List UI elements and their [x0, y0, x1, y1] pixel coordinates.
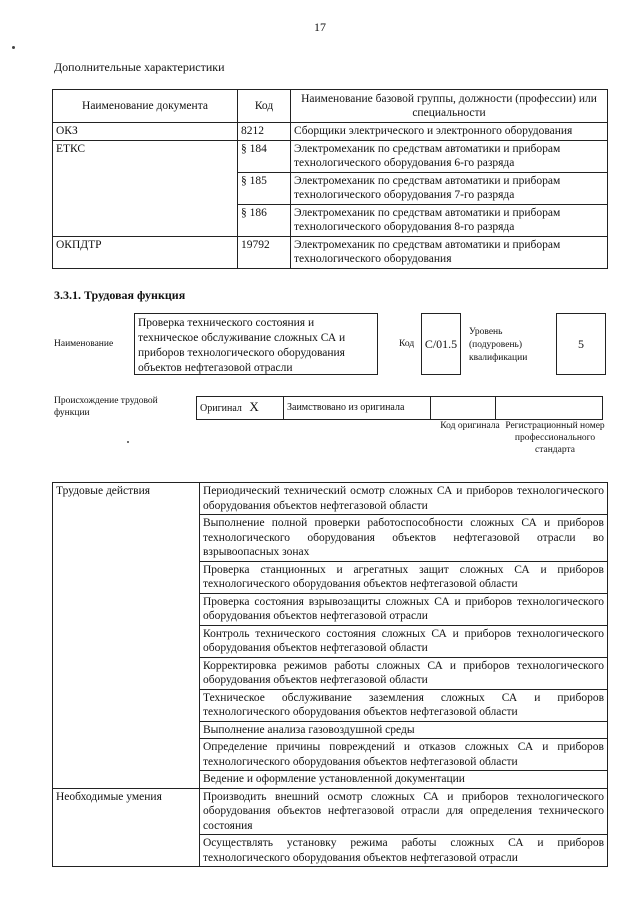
additional-characteristics-title: Дополнительные характеристики [54, 60, 225, 74]
origin-label: Происхождение трудовой функции [54, 396, 158, 418]
scan-dot [127, 441, 129, 443]
cell-name: Электромеханик по средствам автоматики и приборам технологического оборудования 6-го разряда [291, 140, 608, 172]
original-label: Оригинал [200, 402, 242, 414]
cell-name: Электромеханик по средствам автоматики и приборам технологического оборудования 8-го разряда [291, 204, 608, 236]
name-label: Наименование [54, 339, 114, 349]
labor-action-item: Проверка состояния взрывозащиты сложных СА и приборов технологического оборудования объектов нефтегазовой отрасли [200, 593, 608, 625]
labor-action-item: Выполнение анализа газовоздушной среды [200, 721, 608, 739]
function-name-box: Проверка технического состояния и техническое обслуживание сложных СА и приборов технологического оборудования объектов нефтегазовой отрасли [134, 313, 378, 375]
qualification-level-box: 5 [556, 313, 606, 375]
header-doc-name: Наименование документа [53, 90, 238, 123]
labor-action-item: Ведение и оформление установленной документации [200, 771, 608, 789]
header-code: Код [238, 90, 291, 123]
cell-doc: ОКЗ [53, 123, 238, 141]
table-row [53, 123, 608, 141]
labor-actions-label: Трудовые действия [53, 483, 200, 789]
table-row [53, 788, 608, 835]
qualification-level-label: Уровень (подуровень) квалификации [469, 327, 528, 363]
function-code-box: С/01.5 [421, 313, 461, 375]
code-label: Код [399, 339, 415, 349]
registration-number-caption: Регистрационный номер профессионального стандарта [505, 421, 605, 455]
original-mark: X [249, 398, 259, 414]
labor-action-item: Техническое обслуживание заземления сложных СА и приборов технологического оборудования объектов нефтегазовой области [200, 689, 608, 721]
borrowed-cell: Заимствовано из оригинала [284, 397, 431, 420]
header-group-name: Наименование базовой группы, должности (профессии) или специальности [291, 90, 608, 123]
labor-action-item: Корректировка режимов работы сложных СА и приборов технологического оборудования объектов нефтегазовой области [200, 657, 608, 689]
cell-code: § 184 [238, 140, 291, 172]
origin-reg-cell [496, 397, 603, 420]
table-header-row [53, 90, 608, 123]
labor-action-item: Определение причины повреждений и отказов сложных СА и приборов технологического оборудования объектов нефтегазовой области [200, 739, 608, 771]
skill-item: Производить внешний осмотр сложных СА и приборов технологического оборудования объектов нефтегазовой отрасли для определения технического состояния [200, 788, 608, 835]
origin-code-cell [431, 397, 496, 420]
origin-table [196, 396, 603, 420]
labor-action-item: Проверка станционных и агрегатных защит сложных СА и приборов технологического оборудования объектов нефтегазовой области [200, 561, 608, 593]
skills-label: Необходимые умения [53, 788, 200, 867]
cell-code: § 186 [238, 204, 291, 236]
origin-code-caption: Код оригинала [440, 421, 500, 431]
table-row [53, 236, 608, 268]
original-cell [197, 397, 284, 420]
page-number: 17 [314, 20, 326, 34]
labor-actions-table [52, 482, 608, 867]
skill-item: Осуществлять установку режима работы сложных СА и приборов технологического оборудования объектов нефтегазовой отрасли [200, 835, 608, 867]
cell-doc: ОКПДТР [53, 236, 238, 268]
cell-doc: ЕТКС [53, 140, 238, 236]
labor-action-item: Выполнение полной проверки работоспособности сложных СА и приборов технологического оборудования объектов нефтегазовой отрасли во взрывоопасных зонах [200, 515, 608, 562]
cell-name: Сборщики электрического и электронного оборудования [291, 123, 608, 141]
cell-code: 8212 [238, 123, 291, 141]
cell-name: Электромеханик по средствам автоматики и приборам технологического оборудования 7-го разряда [291, 172, 608, 204]
labor-function-title: 3.3.1. Трудовая функция [54, 288, 186, 302]
scan-dot [12, 46, 15, 49]
labor-action-item: Контроль технического состояния сложных СА и приборов технологического оборудования объектов нефтегазовой области [200, 625, 608, 657]
labor-action-item: Периодический технический осмотр сложных СА и приборов технологического оборудования объектов нефтегазовой области [200, 483, 608, 515]
cell-code: 19792 [238, 236, 291, 268]
table-row [53, 483, 608, 515]
cell-code: § 185 [238, 172, 291, 204]
classification-table [52, 89, 608, 269]
cell-name: Электромеханик по средствам автоматики и приборам технологического оборудования [291, 236, 608, 268]
table-row [53, 140, 608, 172]
